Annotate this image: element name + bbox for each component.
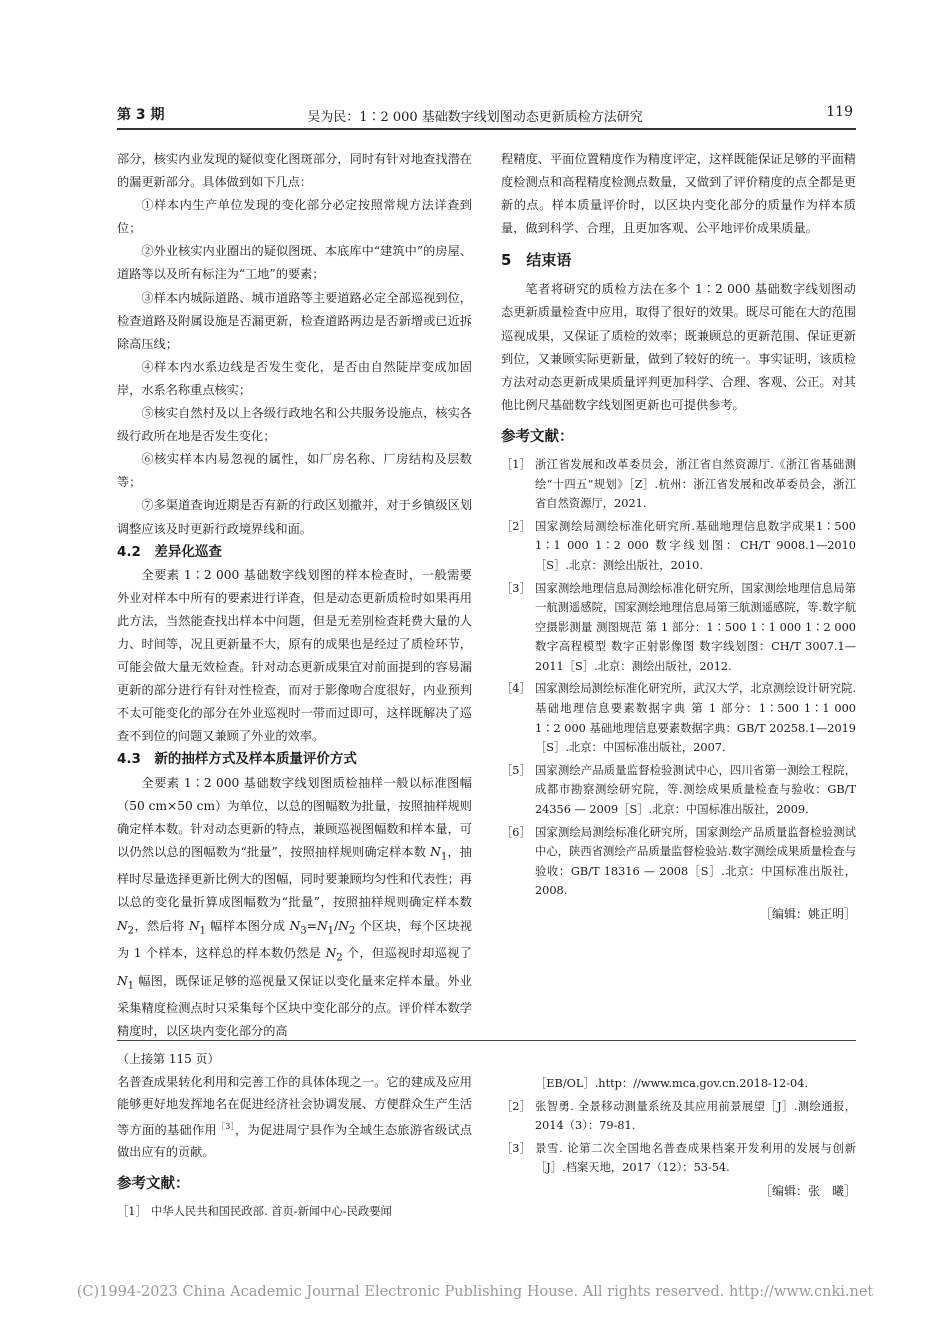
editor-credit: ［编辑：姚正明］ xyxy=(759,907,856,921)
list-item: ①样本内生产单位发现的变化部分必定按照常规方法详查到位； xyxy=(117,198,472,236)
list-item: ②外业核实内业圈出的疑似图斑、本底库中“建筑中”的房屋、道路等以及所有标注为“工地”的要素； xyxy=(117,244,472,282)
continued-article-right xyxy=(501,1074,856,1201)
list-item: ③样本内城际道路、城市道路等主要道路必定全部巡视到位，检查道路及附属设施是否漏更新，检查道路两边是否新增或已近拆除高压线； xyxy=(117,290,472,351)
reference-item-continued: ［EB/OL］.http：//www.mca.gov.cn.2018-12-04. xyxy=(535,1077,809,1090)
list-item: ⑤核实自然村及以上各级行政地名和公共服务设施点，核实各级行政所在地是否发生变化； xyxy=(117,406,472,444)
paragraph-conclusion: 笔者将研究的质检方法在多个 1∶2 000 基础数字线划图动态更新质量检查中应用，取得了很好的效果。既尽可能在大的范围巡视成果，又保证了质检的效率；既兼顾总的更新范围、保证更新到位，又兼顾实际更新量，做到了较好的统一。事实证明，该质检方法对动态更新成果质量评判更加科学、合理、客观、公正。对其他比例尺基础数字线划图更新也可提供参考。 xyxy=(501,282,856,412)
list-item: ⑦多渠道查询近期是否有新的行政区划撤并，对于乡镇级区划调整应该及时更新行政境界线和面。 xyxy=(117,498,472,536)
running-title: 吴为民：1∶2 000 基础数字线划图动态更新质检方法研究 xyxy=(307,110,643,125)
reference-item: ［1］ 中华人民共和国民政部. 首页-新闻中心-民政要闻 xyxy=(117,1204,392,1218)
section-heading-5: 5 结束语 xyxy=(501,251,572,270)
list-item: ④样本内水系边线是否发生变化，是否由自然陡岸变成加固岸，水系名称重点核实； xyxy=(117,359,472,397)
reference-item: ［1］ 浙江省发展和改革委员会，浙江省自然资源厅.《浙江省基础测绘“十四五”规划》［Z］.杭州：浙江省发展和改革委员会，浙江省自然资源厅，2021. xyxy=(501,457,856,511)
journal-issue: 第 3 期 xyxy=(117,107,165,123)
section-heading-4-3: 4.3 新的抽样方式及样本质量评价方式 xyxy=(117,751,357,768)
paragraph-4-2: 全要素 1∶2 000 基础数字线划图的样本检查时，一般需要外业对样本中所有的要素进行详查，但是动态更新质检时如果再用此方法，当然能查找出样本中问题，但是无差别检查耗费大量的人力、时间等，况且更新量不大，原有的成果也是经过了质检环节，可能会做大量无效检查。针对动态更新成果宜对前面提到的容易漏更新的部分进行有针对性检查，而对于影像吻合度很好，内业预判不太可能变化的部分在外业巡视时一带而过即可，这样既解决了巡查不到位的问题又兼顾了外业的效率。 xyxy=(117,567,472,744)
header-rule xyxy=(117,128,856,130)
paragraph-continued-lower: 名普查成果转化利用和完善工作的具体体现之一。它的建成及应用能够更好地发挥地名在促进经济社会协调发展、方便群众生产生活等方面的基础作用$^{[3]}$，为促进周宁县作为全域生态旅游省级试点做出应有的贡献。 xyxy=(117,1074,473,1160)
reference-item: ［5］ 国家测绘产品质量监督检验测试中心，四川省第一测绘工程院，成都市勘察测绘研究院，等.测绘成果质量检查与验收：GB/T 24356 — 2009［S］.北京：中国标准出版社，2009. xyxy=(501,763,856,817)
right-column xyxy=(501,148,856,924)
editor-credit-lower: ［编辑：张 曦］ xyxy=(759,1183,856,1198)
copyright-footer: (C)1994-2023 China Academic Journal Electronic Publishing House. All rights reserved. http://www.cnki.net xyxy=(76,1284,874,1300)
reference-item: ［2］ 国家测绘局测绘标准化研究所.基础地理信息数字成果1∶500 1∶1 000 1∶2 000 数字线划图：CH/T 9008.1—2010［S］.北京：测绘出版社，2010. xyxy=(501,519,856,572)
paragraph-4-3: 全要素 1∶2 000 基础数字线划图质检抽样一般以标准图幅（50 cm×50 cm）为单位，以总的图幅数为批量，按照抽样规则确定样本数。针对动态更新的特点，兼顾巡视图幅数和样本量，可以仍然以总的图幅数为“批量”，按照抽样规则确定样本数 $N_1$，抽样时尽量选择更新比例大的图幅，同时要兼顾均匀性和代表性；再以总的变化量折算成图幅数为“批量”，按照抽样规则确定样本数 $N_2$，然后将 $N_1$ 幅样本图分成 $N_3=N_1/N_2$ 个区块，每个区块视为 1 个样本，这样总的样本数仍然是 $N_2$ 个，但巡视时却巡视了 $N_1$ 幅图，既保证足够的巡视量又保证以变化量来定样本量。外业采集精度检测点时只采集每个区块中变化部分的点。评价样本数学精度时，以区块内变化部分的高 xyxy=(117,775,472,1039)
left-column xyxy=(117,148,472,1043)
references-title: 参考文献： xyxy=(501,428,574,445)
list-item: ⑥核实样本内易忽视的属性，如厂房名称、厂房结构及层数等； xyxy=(117,452,472,490)
reference-item: ［2］ 张智勇. 全景移动测量系统及其应用前景展望［J］.测绘通报，2014（3）：79-81. xyxy=(501,1099,856,1133)
paragraph-continued: 程精度、平面位置精度作为精度评定，这样既能保证足够的平面精度检测点和高程精度检测点数量，又做到了评价精度的点全都是更新的点。样本质量评价时，以区块内变化部分的质量作为样本质量，做到科学、合理，且更加客观、公平地评价成果质量。 xyxy=(501,152,856,236)
page-number: 119 xyxy=(826,104,853,120)
reference-item: ［3］ 国家测绘地理信息局测绘标准化研究所，国家测绘地理信息局第一航测遥感院，国家测绘地理信息局第三航测遥感院，等.数字航空摄影测量 测图规范 第 1 部分：1∶500 1∶1 000 1∶2 000 数字高程模型 数字正射影像图 数字线划图：CH/T 3007.1—2011［S］.北京：测绘出版社，2012. xyxy=(501,581,856,673)
paragraph-intro: 部分，核实内业发现的疑似变化图斑部分，同时有针对地查找潜在的漏更新部分。具体做到如下几点： xyxy=(117,152,472,190)
references-title-lower: 参考文献： xyxy=(117,1175,190,1192)
continued-note: （上接第 115 页） xyxy=(117,1052,220,1066)
reference-item: ［4］ 国家测绘局测绘标准化研究所，武汉大学，北京测绘设计研究院.基础地理信息要素数据字典 第 1 部分：1∶500 1∶1 000 1∶2 000 基础地理信息要素数据字典：GB/T 20258.1—2019［S］.北京：中国标准出版社，2007. xyxy=(501,682,856,755)
continued-article-left xyxy=(117,1048,472,1224)
section-divider xyxy=(117,1040,856,1041)
section-heading-4-2: 4.2 差异化巡查 xyxy=(117,543,222,560)
reference-item: ［3］ 景雪. 论第二次全国地名普查成果档案开发利用的发展与创新［J］.档案天地，2017（12）：53-54. xyxy=(501,1141,856,1175)
reference-item: ［6］ 国家测绘局测绘标准化研究所，国家测绘产品质量监督检验测试中心，陕西省测绘产品质量监督检验站.数字测绘成果质量检查与验收：GB/T 18316 — 2008［S］.北京：中国标准出版社，2008. xyxy=(501,825,856,898)
